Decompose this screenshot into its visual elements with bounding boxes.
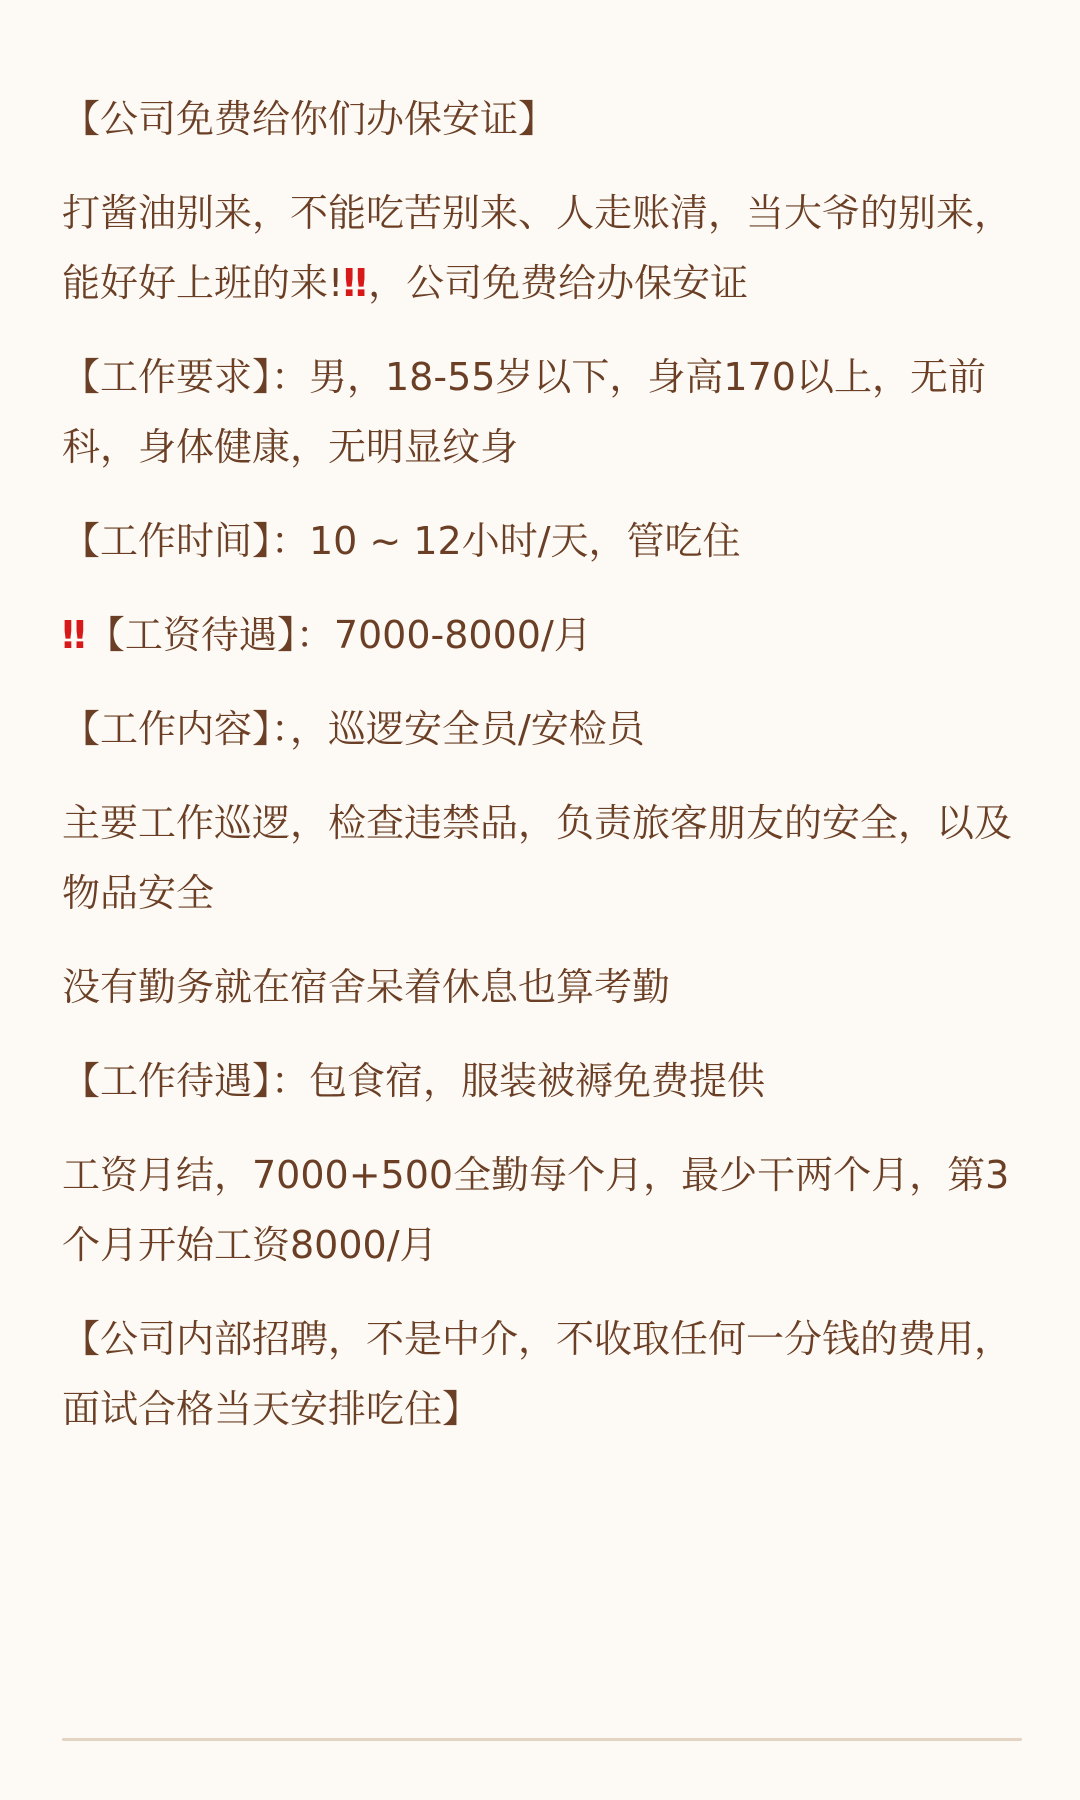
paragraph-text: 【工作要求】：男，18-55岁以下，身高170以上，无前科，身体健康，无明显纹身 xyxy=(62,355,986,469)
paragraph-text: 没有勤务就在宿舍呆着休息也算考勤 xyxy=(62,965,671,1009)
paragraph-hours xyxy=(62,506,1022,576)
paragraph-notice xyxy=(62,1304,1022,1444)
paragraph-text: 【工作时间】：10 ~ 12小时/天，管吃住 xyxy=(62,519,741,563)
paragraph-text: 【工作内容】：，巡逻安全员/安检员 xyxy=(62,707,645,751)
paragraph-requirements xyxy=(62,342,1022,482)
paragraph-intro xyxy=(62,178,1022,318)
paragraph-text: 打酱油别来，不能吃苦别来、人走账清，当大爷的别来，能好好上班的来! xyxy=(62,191,1013,305)
paragraph-salary xyxy=(62,600,1022,670)
paragraph-attendance xyxy=(62,952,1022,1022)
paragraph-text: 【工作待遇】：包食宿，服装被褥免费提供 xyxy=(62,1059,766,1103)
paragraph-text: 【公司免费给你们办保安证】 xyxy=(62,97,557,141)
paragraph-text: 【工资待遇】：7000-8000/月 xyxy=(86,613,592,657)
paragraph-duties xyxy=(62,788,1022,928)
paragraph-payment xyxy=(62,1140,1022,1280)
paragraph-job-content xyxy=(62,694,1022,764)
bottom-divider xyxy=(62,1738,1022,1741)
post-content xyxy=(62,84,1022,1468)
paragraph-benefits xyxy=(62,1046,1022,1116)
paragraph-text: 工资月结，7000+500全勤每个月，最少干两个月，第3个月开始工资8000/月 xyxy=(62,1153,1010,1267)
paragraph-title xyxy=(62,84,1022,154)
paragraph-text: ，公司免费给办保安证 xyxy=(368,261,749,305)
double-exclamation-icon: ‼ xyxy=(62,613,83,657)
paragraph-text: 主要工作巡逻，检查违禁品，负责旅客朋友的安全，以及物品安全 xyxy=(62,801,1013,915)
paragraph-text: 【公司内部招聘，不是中介，不收取任何一分钱的费用，面试合格当天安排吃住】 xyxy=(62,1317,1013,1431)
double-exclamation-icon: ‼ xyxy=(343,261,365,305)
